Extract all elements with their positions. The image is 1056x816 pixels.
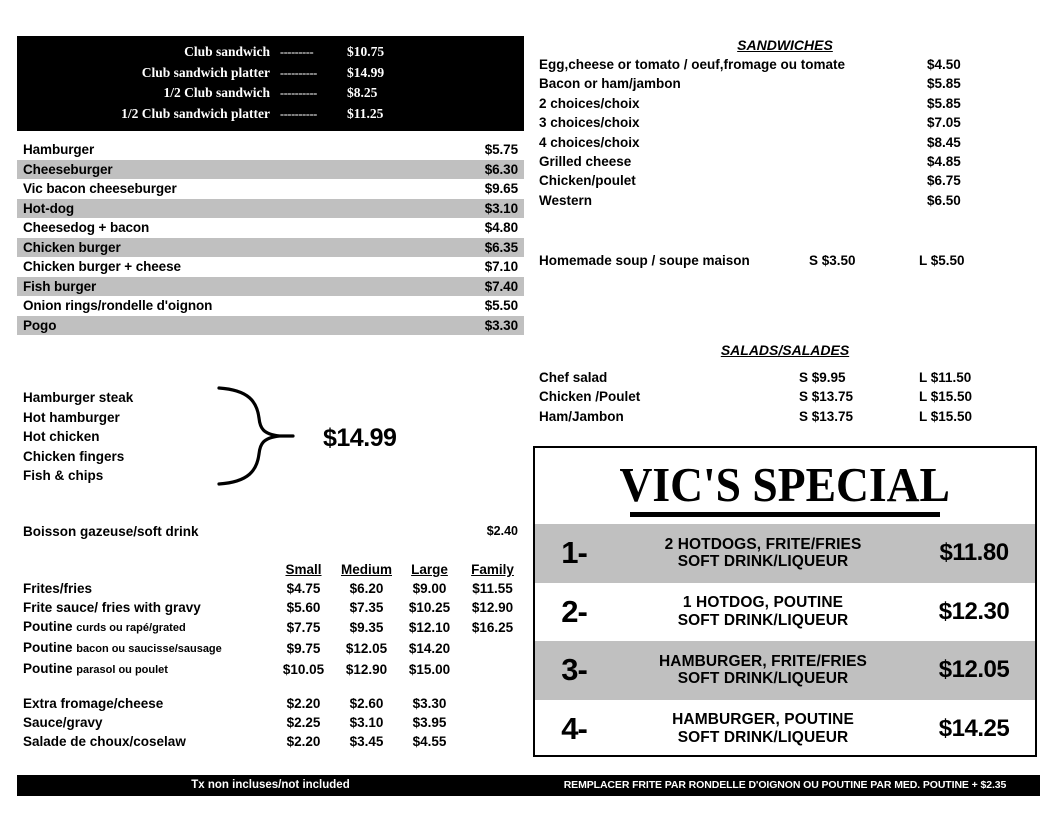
special-price: $12.05 bbox=[938, 656, 1010, 684]
fries-row-name: Salade de choux/coselaw bbox=[23, 734, 186, 749]
burger-row bbox=[17, 316, 524, 336]
sandwich-row bbox=[530, 113, 1040, 132]
fries-row-subtitle: bacon ou saucisse/sausage bbox=[76, 643, 222, 655]
fries-price-large: $3.30 bbox=[412, 696, 447, 711]
sandwich-row bbox=[530, 74, 1040, 93]
burger-row bbox=[17, 179, 524, 199]
burger-price: $3.10 bbox=[484, 200, 518, 216]
burger-row bbox=[17, 277, 524, 297]
club-sandwich-row bbox=[17, 104, 524, 125]
club-sandwich-row bbox=[17, 42, 524, 63]
fries-row-name: Poutine bbox=[23, 640, 73, 655]
sandwich-row bbox=[530, 55, 1040, 74]
soup-large-price: L $5.50 bbox=[919, 253, 965, 268]
fries-col-header: Family bbox=[471, 562, 514, 577]
title-underline-rule bbox=[630, 512, 940, 517]
burger-name: Hamburger bbox=[23, 142, 95, 158]
soup-label: Homemade soup / soupe maison bbox=[539, 253, 750, 268]
salad-row bbox=[530, 387, 1040, 406]
fries-price-large: $10.25 bbox=[408, 600, 451, 615]
fries-row-label bbox=[17, 638, 272, 659]
burger-row bbox=[17, 140, 524, 160]
fries-col-header: Large bbox=[411, 562, 448, 577]
fries-table-row bbox=[17, 579, 524, 598]
burger-price: $3.30 bbox=[484, 317, 518, 333]
fries-price-small: $4.75 bbox=[286, 581, 321, 596]
special-description-line1: HAMBURGER, POUTINE bbox=[672, 711, 854, 729]
fries-table-row bbox=[17, 659, 524, 680]
special-row bbox=[535, 641, 1035, 700]
club-item-name: 1/2 Club sandwich bbox=[163, 85, 270, 100]
sandwich-row bbox=[530, 152, 1040, 171]
special-description-line2: SOFT DRINK/LIQUEUR bbox=[677, 611, 849, 629]
burger-name: Cheesedog + bacon bbox=[23, 220, 150, 236]
fries-col-header: Small bbox=[285, 562, 322, 577]
sandwich-name: 4 choices/choix bbox=[539, 134, 640, 150]
salad-large-price: L $11.50 bbox=[919, 370, 972, 385]
salad-name: Ham/Jambon bbox=[539, 408, 624, 424]
fries-price-small: $2.20 bbox=[286, 696, 321, 711]
special-description bbox=[613, 653, 913, 688]
sandwich-name: 2 choices/choix bbox=[539, 95, 640, 111]
fries-price-family bbox=[461, 659, 524, 680]
club-item-dots: ---------- bbox=[280, 65, 317, 80]
salad-small-price: S $9.95 bbox=[799, 370, 846, 385]
footer-bar bbox=[17, 775, 1040, 796]
special-description bbox=[613, 711, 913, 746]
club-item-dots: ---------- bbox=[280, 106, 317, 121]
fries-price-medium: $3.45 bbox=[349, 734, 384, 749]
burger-row bbox=[17, 218, 524, 238]
burger-row bbox=[17, 160, 524, 180]
fries-col-label bbox=[17, 560, 272, 579]
fries-col-header: Medium bbox=[340, 562, 392, 577]
fries-price-large: $15.00 bbox=[408, 662, 451, 677]
club-item-name: 1/2 Club sandwich platter bbox=[121, 105, 270, 121]
fries-row-subtitle: parasol ou poulet bbox=[76, 664, 168, 676]
combo-item: Chicken fingers bbox=[23, 448, 125, 464]
sandwich-name: Western bbox=[539, 192, 593, 208]
combo-platter-group bbox=[17, 388, 524, 488]
burger-price: $6.35 bbox=[484, 239, 518, 255]
special-row bbox=[535, 524, 1035, 583]
fries-row-name: Extra fromage/cheese bbox=[23, 696, 164, 711]
fries-table-head bbox=[17, 560, 524, 579]
sandwich-price: $5.85 bbox=[927, 76, 961, 92]
fries-row-label bbox=[17, 732, 272, 751]
burger-row bbox=[17, 238, 524, 258]
special-description bbox=[613, 536, 913, 571]
special-number: 1- bbox=[561, 535, 587, 571]
burger-price: $5.50 bbox=[484, 298, 518, 314]
burger-name: Vic bacon cheeseburger bbox=[23, 181, 177, 197]
fries-price-large: $4.55 bbox=[412, 734, 447, 749]
extras-table-row bbox=[17, 732, 524, 751]
salad-small-price: S $13.75 bbox=[799, 408, 854, 424]
combo-price: $14.99 bbox=[323, 424, 397, 452]
burger-name: Chicken burger bbox=[23, 239, 121, 255]
fries-price-family: $16.25 bbox=[471, 620, 514, 635]
fries-price-small: $2.20 bbox=[286, 734, 321, 749]
combo-item: Fish & chips bbox=[23, 468, 104, 483]
burger-name: Pogo bbox=[23, 317, 57, 333]
fries-row-name: Frite sauce/ fries with gravy bbox=[23, 600, 201, 615]
fries-row-label bbox=[17, 617, 272, 638]
soft-drink-price: $2.40 bbox=[486, 524, 518, 538]
sandwich-name: Grilled cheese bbox=[539, 154, 632, 170]
fries-row-label bbox=[17, 598, 272, 617]
salad-name: Chicken /Poulet bbox=[539, 389, 641, 405]
club-item-dots: ---------- bbox=[280, 86, 317, 100]
special-row bbox=[535, 700, 1035, 758]
special-description bbox=[613, 594, 913, 629]
salad-row bbox=[530, 368, 1040, 387]
burger-price: $7.10 bbox=[484, 259, 518, 275]
burger-name: Onion rings/rondelle d'oignon bbox=[23, 298, 213, 314]
fries-price-large: $9.00 bbox=[412, 581, 447, 596]
soup-small-price: S $3.50 bbox=[809, 253, 856, 268]
fries-price-medium: $2.60 bbox=[349, 696, 384, 711]
fries-header-row bbox=[17, 560, 524, 579]
special-description-line1: 2 HOTDOGS, FRITE/FRIES bbox=[664, 535, 862, 553]
special-price: $14.25 bbox=[938, 714, 1010, 742]
fries-price-small: $7.75 bbox=[286, 620, 321, 635]
fries-price-small: $2.25 bbox=[286, 715, 321, 730]
vics-special-header bbox=[535, 448, 1035, 524]
club-item-name: Club sandwich platter bbox=[141, 64, 270, 80]
fries-price-small: $5.60 bbox=[286, 600, 321, 615]
sandwich-row bbox=[530, 191, 1040, 210]
fries-row-name: Frites/fries bbox=[23, 581, 93, 596]
combo-item: Hamburger steak bbox=[23, 390, 134, 405]
fries-price-medium: $12.90 bbox=[345, 662, 388, 677]
fries-price-family bbox=[461, 713, 524, 732]
sandwich-name: 3 choices/choix bbox=[539, 115, 640, 131]
club-item-price: $8.25 bbox=[347, 85, 378, 100]
special-description-line2: SOFT DRINK/LIQUEUR bbox=[677, 553, 849, 571]
fries-row-subtitle: curds ou rapé/grated bbox=[76, 622, 186, 634]
special-number: 4- bbox=[561, 710, 587, 746]
fries-price-medium: $9.35 bbox=[349, 620, 384, 635]
right-column bbox=[530, 36, 1040, 210]
sandwich-name: Bacon or ham/jambon bbox=[539, 76, 681, 92]
soft-drink-row bbox=[17, 524, 524, 539]
special-price: $11.80 bbox=[939, 539, 1009, 567]
fries-price-small: $10.05 bbox=[282, 662, 325, 677]
club-item-price: $11.25 bbox=[347, 105, 384, 121]
burger-price: $4.80 bbox=[484, 220, 518, 236]
club-sandwich-row bbox=[17, 83, 524, 104]
burger-name: Cheeseburger bbox=[23, 161, 113, 177]
sandwich-name: Egg,cheese or tomato / oeuf,fromage ou tomate bbox=[539, 57, 846, 72]
sandwich-price: $7.05 bbox=[927, 115, 961, 131]
burger-name: Hot-dog bbox=[23, 200, 75, 216]
burger-price: $9.65 bbox=[484, 181, 518, 197]
vics-special-box bbox=[533, 446, 1037, 757]
fries-row-label bbox=[17, 694, 272, 713]
club-item-price: $14.99 bbox=[347, 64, 385, 80]
special-description-line1: HAMBURGER, FRITE/FRIES bbox=[658, 652, 867, 670]
special-row bbox=[535, 583, 1035, 642]
left-column bbox=[17, 36, 524, 335]
fries-table-row bbox=[17, 598, 524, 617]
special-price: $12.30 bbox=[938, 597, 1010, 625]
fries-price-family bbox=[461, 732, 524, 751]
burger-price: $5.75 bbox=[484, 142, 518, 158]
fries-row-name: Sauce/gravy bbox=[23, 715, 103, 730]
club-item-dots: --------- bbox=[280, 45, 314, 59]
sandwich-price: $5.85 bbox=[927, 95, 961, 111]
soup-row bbox=[530, 253, 1040, 268]
fries-price-large: $14.20 bbox=[408, 641, 451, 656]
salad-row bbox=[530, 407, 1040, 426]
fries-price-large: $12.10 bbox=[408, 620, 451, 635]
combo-item: Hot hamburger bbox=[23, 409, 120, 425]
sandwich-price: $6.50 bbox=[927, 192, 961, 208]
fries-price-family: $12.90 bbox=[471, 600, 514, 615]
sandwich-price: $4.50 bbox=[927, 57, 961, 72]
sandwiches-list bbox=[530, 55, 1040, 210]
sandwich-row bbox=[530, 171, 1040, 190]
fries-table-row bbox=[17, 617, 524, 638]
sandwich-row bbox=[530, 133, 1040, 152]
fries-row-label bbox=[17, 659, 272, 680]
club-sandwich-box bbox=[17, 36, 524, 131]
salad-large-price: L $15.50 bbox=[919, 408, 973, 424]
burger-row bbox=[17, 199, 524, 219]
sandwich-row bbox=[530, 94, 1040, 113]
burger-row bbox=[17, 257, 524, 277]
club-sandwich-row bbox=[17, 63, 524, 84]
burger-name: Fish burger bbox=[23, 278, 97, 294]
sandwich-price: $8.45 bbox=[927, 134, 961, 150]
fries-price-medium: $3.10 bbox=[349, 715, 384, 730]
salads-list bbox=[530, 368, 1040, 426]
footer-tax-note: Tx non incluses/not included bbox=[191, 779, 350, 791]
fries-table-row bbox=[17, 638, 524, 659]
footer-substitution-note: REMPLACER FRITE PAR RONDELLE D'OIGNON OU POUTINE PAR MED. POUTINE + $2.35 bbox=[563, 779, 1007, 791]
fries-row-label bbox=[17, 579, 272, 598]
fries-price-medium: $6.20 bbox=[349, 581, 384, 596]
soft-drink-label: Boisson gazeuse/soft drink bbox=[23, 524, 199, 539]
sandwich-price: $6.75 bbox=[927, 173, 961, 189]
combo-item: Hot chicken bbox=[23, 429, 100, 444]
fries-row-name: Poutine bbox=[23, 661, 73, 676]
curly-brace-icon bbox=[213, 384, 313, 488]
burger-price-list bbox=[17, 140, 524, 335]
fries-price-family bbox=[461, 638, 524, 659]
fries-price-table bbox=[17, 560, 524, 751]
salads-heading: SALADS/SALADES bbox=[720, 342, 850, 358]
fries-row-name: Poutine bbox=[23, 619, 73, 634]
burger-price: $7.40 bbox=[484, 278, 518, 294]
club-item-price: $10.75 bbox=[347, 44, 385, 59]
vics-special-title: VIC'S SPECIAL bbox=[619, 456, 951, 512]
salad-large-price: L $15.50 bbox=[919, 389, 973, 405]
table-spacer bbox=[17, 680, 524, 694]
fries-price-large: $3.95 bbox=[412, 715, 447, 730]
salad-small-price: S $13.75 bbox=[799, 389, 854, 405]
extras-table-row bbox=[17, 694, 524, 713]
special-number: 2- bbox=[561, 593, 587, 629]
salad-name: Chef salad bbox=[539, 370, 608, 385]
sandwich-price: $4.85 bbox=[927, 154, 961, 170]
fries-price-family bbox=[461, 694, 524, 713]
fries-price-medium: $12.05 bbox=[345, 641, 388, 656]
special-description-line1: 1 HOTDOG, POUTINE bbox=[682, 594, 844, 612]
extras-table-row bbox=[17, 713, 524, 732]
special-description-line2: SOFT DRINK/LIQUEUR bbox=[677, 728, 849, 746]
sandwiches-heading: SANDWICHES bbox=[737, 37, 833, 53]
burger-row bbox=[17, 296, 524, 316]
fries-price-family: $11.55 bbox=[472, 581, 513, 596]
special-number: 3- bbox=[561, 652, 587, 688]
fries-price-small: $9.75 bbox=[286, 641, 321, 656]
fries-table-body bbox=[17, 579, 524, 751]
fries-price-medium: $7.35 bbox=[349, 600, 384, 615]
sandwich-name: Chicken/poulet bbox=[539, 173, 636, 189]
special-description-line2: SOFT DRINK/LIQUEUR bbox=[677, 670, 849, 688]
salads-section bbox=[530, 341, 1040, 426]
club-item-name: Club sandwich bbox=[184, 44, 270, 59]
vics-special-rows bbox=[535, 524, 1035, 757]
fries-row-label bbox=[17, 713, 272, 732]
burger-name: Chicken burger + cheese bbox=[23, 259, 181, 275]
burger-price: $6.30 bbox=[484, 161, 518, 177]
combo-item-list bbox=[23, 388, 133, 486]
